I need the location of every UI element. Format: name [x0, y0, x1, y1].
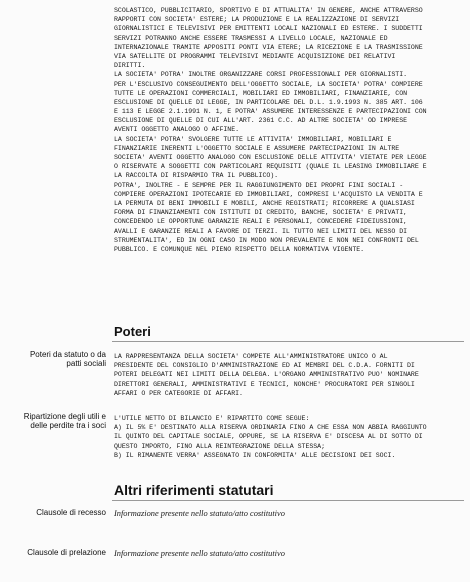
poteri-line: DIRETTORI GENERALI, AMMINISTRATIVI E TECNICI, NONCHE' PROCURATORI PER SINGOLI — [114, 380, 415, 388]
statute-line: DIRITTI. — [114, 62, 146, 70]
statute-line: SCOLASTICO, PUBBLICITARIO, SPORTIVO E DI ATTUALITA' IN GENERE, ANCHE ATTRAVERSO — [114, 7, 423, 14]
statute-line: AVENTI OGGETTO ANALOGO O AFFINE. — [114, 126, 240, 134]
statute-line: FINANZIARIE INERENTI L'OGGETTO SOCIALE E ASSUMERE PARTECIPAZIONI IN ALTRE — [114, 144, 400, 152]
statute-line: FORMA DI FINANZIAMENTI CON ISTITUTI DI CREDITO, BANCHE, SOCIETA' E PRIVATI, — [114, 209, 408, 217]
statute-line: STRUMENTALITA', ED IN OGNI CASO IN MODO NON PREVALENTE E NON NEI CONFRONTI DEL — [114, 236, 419, 244]
statute-line: ESCLUSIONE DI QUELLE DI LEGGE, IN PARTICOLARE DEL D.L. 1.9.1993 N. 385 ART. 106 — [114, 98, 423, 106]
statute-line: POTRA', INOLTRE - E SEMPRE PER IL RAGGIUNGIMENTO DEI PROPRI FINI SOCIALI - — [114, 181, 404, 189]
statute-line: O RISERVATE A SOGGETTI CON PARTICOLARI REQUISITI (QUALE IL LEASING IMMOBILIARE E — [114, 163, 427, 171]
poteri-label: Poteri da statuto o da patti sociali — [29, 350, 106, 369]
statute-line: AVALLI E GARANZIE REALI A FAVORE DI TERZI. IL TUTTO NEI LIMITI DEL NESSO DI — [114, 227, 408, 235]
poteri-line: LA RAPPRESENTANZA DELLA SOCIETA' COMPETE ALL'AMMINISTRATORE UNICO O AL — [114, 353, 388, 360]
ripartizione-label: Ripartizione degli utili e delle perdite tra i soci — [23, 412, 106, 431]
poteri-divider — [112, 341, 464, 342]
statute-line: SERVIZI POTRANNO ANCHE ESSERE TRASMESSI A LIVELLO LOCALE, NAZIONALE ED — [114, 34, 388, 42]
poteri-text — [114, 352, 464, 398]
statute-line: GIORNALISTICI E TELEVISIVI PER EMITTENTI LOCALI NAZIONALI ED ESTERE. I SUDDETTI — [114, 25, 423, 33]
statute-line: LA SOCIETA' POTRA' SVOLGERE TUTTE LE ATTIVITA' IMMOBILIARI, MOBILIARI E — [114, 135, 392, 143]
statute-line: SOCIETA' AVENTI OGGETTO ANALOGO CON ESCLUSIONE DELLE ATTIVITA' VIETATE PER LEGGE — [114, 154, 427, 161]
prelazione-value: Informazione presente nello statuto/atto costitutivo — [114, 549, 285, 558]
statute-line: LA RACCOLTA DI RISPARMIO TRA IL PUBBLICO). — [114, 172, 279, 180]
poteri-line: AFFARI O PER CATEGORIE DI AFFARI. — [114, 389, 243, 397]
prelazione-label: Clausole di prelazione — [27, 548, 106, 557]
statute-line: COMPIERE OPERAZIONI IPOTECARIE ED IMMOBILIARI, COMPRESI L'ACQUISTO LA VENDITA E — [114, 190, 423, 198]
ripartizione-line: B) IL RIMANENTE VERRA' ASSEGNATO IN CONFORMITA' ALLE DECISIONI DEI SOCI. — [114, 451, 396, 459]
statute-line: RAPPORTI CON SOCIETA' ESTERE; LA PRODUZIONE E LA REALIZZAZIONE DI SERVIZI — [114, 16, 400, 24]
poteri-heading: Poteri — [114, 324, 151, 339]
statute-line: E 113 E LEGGE 2.1.1991 N. 1, E POTRA' ASSUMERE INTERESSENZE E PARTECIPAZIONI CON — [114, 108, 427, 116]
statute-line: INTERNAZIONALE TRAMITE APPOSITI PONTI VIA ETERE; LA RICEZIONE E LA TRASMISSIONE — [114, 43, 423, 51]
statute-line: PER L'ESCLUSIVO CONSEGUIMENTO DELL'OGGETTO SOCIALE, LA SOCIETA' POTRA' COMPIERE — [114, 80, 423, 88]
statute-line: LA PERMUTA DI BENI IMMOBILI E MOBILI, ANCHE REGISTRATI; RICORRERE A QUALSIASI — [114, 199, 415, 207]
statute-text — [114, 6, 464, 254]
statute-line: TUTTE LE OPERAZIONI COMMERCIALI, MOBILIARI ED IMMOBILIARI, FINANZIARIE, CON — [114, 89, 408, 97]
ripartizione-line: IL QUINTO DEL CAPITALE SOCIALE, OPPURE, SE LA RISERVA E' DISCESA AL DI SOTTO DI — [114, 433, 423, 441]
poteri-line: POTERI DELEGATI NEI LIMITI DELLA DELEGA. L'ORGANO AMMINISTRATIVO PUO' NOMINARE — [114, 371, 419, 379]
recesso-value: Informazione presente nello statuto/atto costitutivo — [114, 509, 285, 518]
ripartizione-line: A) IL 5% E' DESTINATO ALLA RISERVA ORDINARIA FINO A CHE ESSA NON ABBIA RAGGIUNTO — [114, 424, 427, 432]
altri-divider — [112, 500, 464, 501]
statute-line: PUBBLICO. E COMUNQUE NEL PIENO RISPETTO DELLA NORMATIVA VIGENTE. — [114, 245, 365, 253]
statute-line: VIA SATELLITE DI PROGRAMMI TELEVISIVI MEDIANTE ACQUISIZIONE DEI RELATIVI — [114, 52, 396, 60]
statute-line: CONCEDENDO LE OPPORTUNE GARANZIE REALI E PERSONALI, CONCEDERE FIDEIUSSIONI, — [114, 218, 408, 226]
ripartizione-line: L'UTILE NETTO DI BILANCIO E' RIPARTITO COME SEGUE: — [114, 415, 310, 422]
ripartizione-text — [114, 414, 464, 460]
poteri-line: PRESIDENTE DEL CONSIGLIO D'AMMINISTRAZIONE ED AI MEMBRI DEL C.D.A. FORNITI DI — [114, 362, 415, 370]
altri-riferimenti-heading: Altri riferimenti statutari — [114, 482, 274, 498]
statute-line: ESCLUSIONE DI QUELLE DI CUI ALL'ART. 2361 C.C. AD ALTRE SOCIETA' OD IMPRESE — [114, 117, 408, 125]
ripartizione-line: QUESTO IMPORTO, FINO ALLA REINTEGRAZIONE DELLA STESSA; — [114, 442, 325, 450]
recesso-label: Clausole di recesso — [36, 508, 106, 517]
statute-line: LA SOCIETA' POTRA' INOLTRE ORGANIZZARE CORSI PROFESSIONALI PER GIORNALISTI. — [114, 71, 408, 79]
